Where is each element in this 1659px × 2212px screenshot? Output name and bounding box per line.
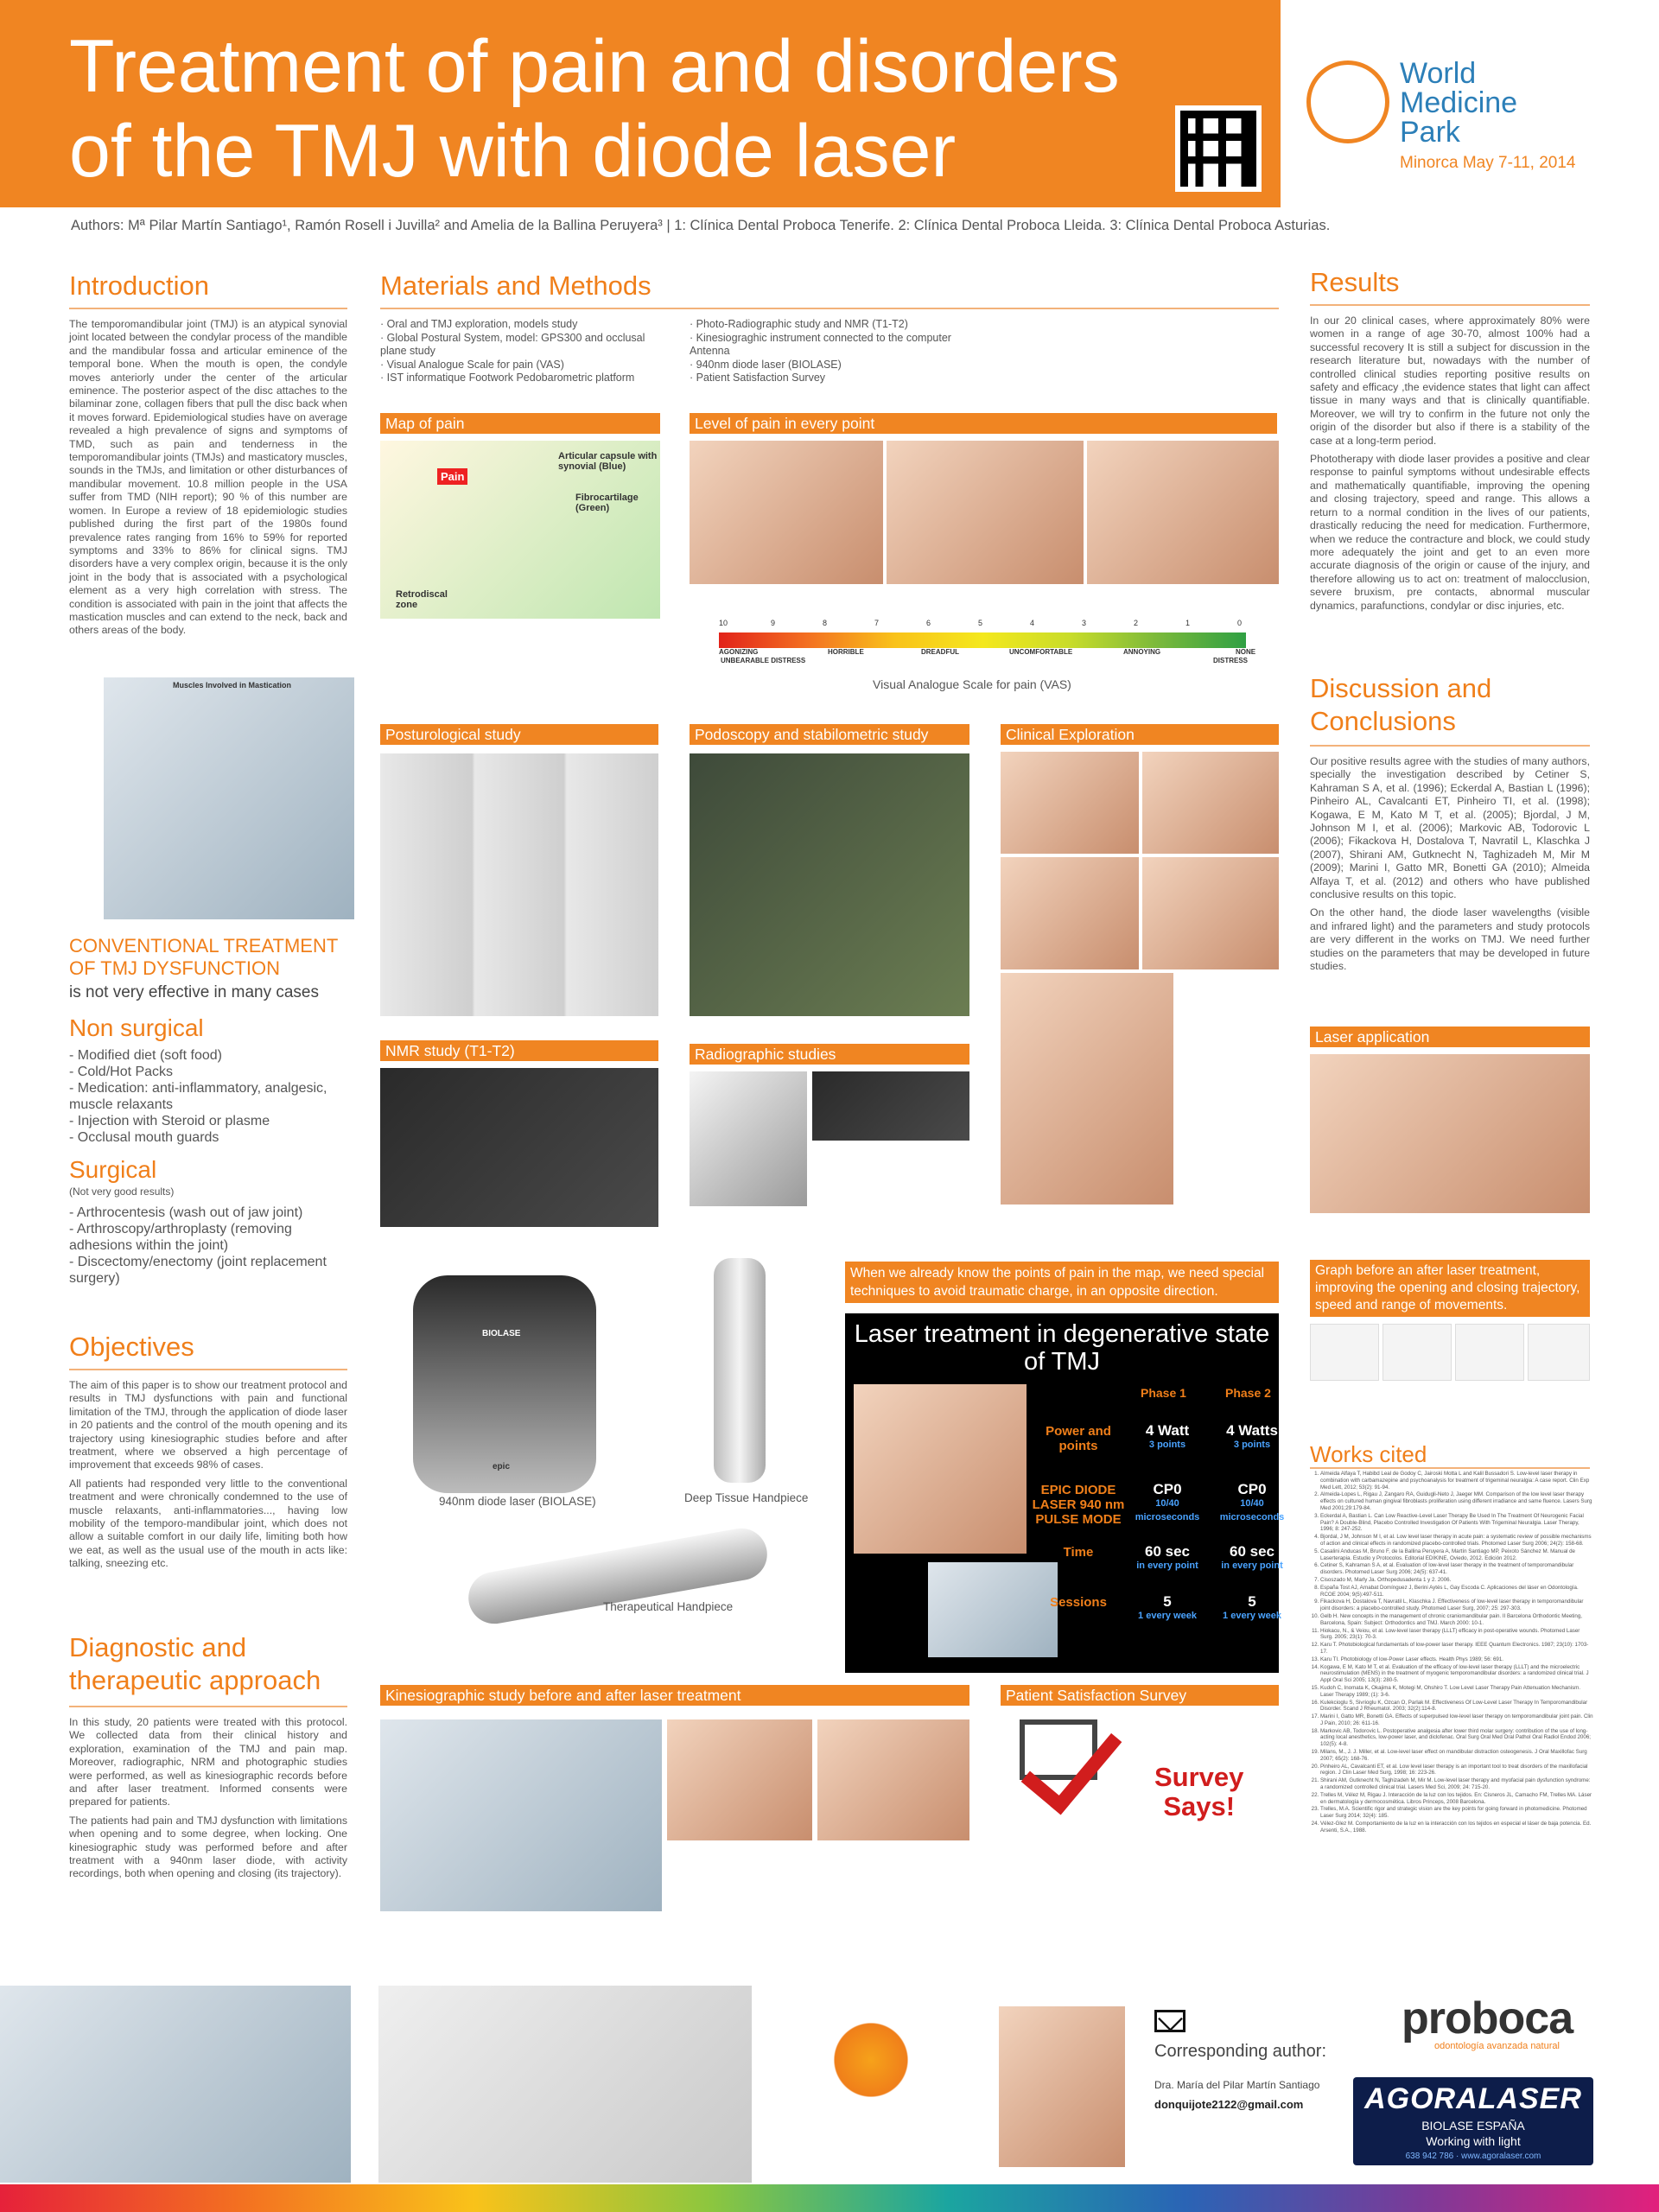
laser-panel-title: Laser treatment in degenerative state of TMJ — [854, 1320, 1270, 1376]
laser-value: CP0 — [1153, 1481, 1182, 1497]
discussion-p1: Our positive results agree with the studies of many authors, specially the investigation described by Cetiner S, Kahraman S A, et al. (1996); Eckerdal A, Bastian L (1996); Pinheiro AL, Cavalcanti ET, Pinheiro TI, et al. (1998); Kogawa, E M, Kato M T, et al. (2005); Bjordal, J M, Johnson M I, et al. (2006); Markovic AB, Todorovic L (2006); Fikackova H, Dostalova T, Navratil L, Klaschka J (2007), Shirani AM, Gutknecht N, Taghizadeh M, Mir M (2009); Marini I, Gatto MR, Bonetti GA (2010); Almeida Alfaya T, et al. (2012) and others who have published conclusive results on this topic. — [1310, 755, 1590, 901]
agoralaser-logo — [1353, 2077, 1593, 2165]
non-surgical-item: - Modified diet (soft food) — [69, 1047, 346, 1064]
deep-caption: Deep Tissue Handpiece — [684, 1491, 809, 1504]
authors-line: Authors: Mª Pilar Martín Santiago¹, Ramón Rosell i Juvilla² and Amelia de la Ballina Peruyera³ | 1: Clínica Dental Proboca Tenerife. 2: Clínica Dental Proboca Lleida. 3: Clínica Dental Proboca Asturias. — [71, 218, 1331, 233]
results-p2: Phototherapy with diode laser provides a positive and clear response to painful symptoms without undesirable effects and mathematically quantifiable, improving the opening and closing trajectory, speed and range. This allows a return to a normal condition in the lives of our patients, drastically reducing the need for medication. Furthermore, when we reduce the contracture and block, we could study more adequately the joint and get to an even more accurate diagnosis of the origin or cause of the injury, and therefore allowing us to act on: treatment of malocclusion, severe bruxism, pre contacts, abnormal muscular dynamics, parafunctions, condylar or disc injuries, etc. — [1310, 453, 1590, 612]
surgical-item: - Arthroscopy/arthroplasty (removing adhesions within the joint) — [69, 1221, 346, 1254]
surgical-note: (Not very good results) — [69, 1185, 175, 1198]
works-cited-list — [1310, 1471, 1593, 1835]
graph-3 — [1455, 1324, 1524, 1381]
diagnostic-p2: The patients had pain and TMJ dysfunction with limitations when opening and to some degree, when locking. One kinesiographic study was performed before and after treatment with a 940nm laser diode, with activity recordings, both when opening and closing (its trajectory). — [69, 1814, 347, 1880]
pain-photo-1 — [690, 441, 883, 584]
works-cited-item: 15. Kudoh C, Inomata K, Okajima K, Motegi M, Ohshiro T. Low Level Laser Therapy Pain Attenuation Mechanism. Laser Therapy 1989; (1): 3-6. — [1320, 1685, 1593, 1699]
vas-number: 5 — [978, 619, 983, 627]
nmr-banner: NMR study (T1-T2) — [380, 1040, 658, 1061]
laser-row-value — [1128, 1595, 1206, 1623]
graph-1 — [1310, 1324, 1379, 1381]
vas-sub-right: DISTRESS — [1213, 657, 1249, 664]
team-photo — [378, 1986, 752, 2183]
non-surgical-item: - Occlusal mouth guards — [69, 1129, 346, 1146]
works-cited-item: 4. Bjordal, J M, Johnson M I, et al. Low level laser therapy in acute pain: a systematic review of possible mechanisms of action and clinical effects in randomized placebo-controlled trials. Photomed Laser Surg 2006; 24(2): 158-68. — [1320, 1534, 1593, 1548]
pain-photo-2 — [887, 441, 1084, 584]
discussion-text — [1310, 755, 1590, 979]
surgical-item: - Arthrocentesis (wash out of jaw joint) — [69, 1205, 346, 1221]
vas-number: 2 — [1134, 619, 1139, 627]
clinical-banner: Clinical Exploration — [1001, 724, 1279, 745]
clinical-photo-1 — [1001, 752, 1139, 854]
map-of-pain-image — [380, 441, 660, 619]
vas-number: 1 — [1185, 619, 1191, 627]
laser-row-value — [1213, 1595, 1291, 1623]
mail-icon — [1154, 2010, 1185, 2032]
materials-item: · Photo-Radiographic study and NMR (T1-T2) — [690, 318, 975, 332]
divider — [69, 308, 347, 309]
muscles-caption: Muscles Involved in Mastication — [173, 681, 292, 690]
map-of-pain-banner: Map of pain — [380, 413, 660, 434]
gecko-icon — [1306, 60, 1389, 143]
vas-number: 4 — [1030, 619, 1035, 627]
laser-value: 5 — [1163, 1593, 1172, 1610]
laser-row-value — [1128, 1424, 1206, 1452]
laser-value: 60 sec — [1145, 1543, 1190, 1560]
deep-tissue-handpiece-image — [714, 1258, 766, 1483]
works-cited-item: 11. Hiokacu, N., & Veiou, et al. Low-level laser therapy (LLLT) efficacy in post-operative wounds. Photomed Laser Surg. 2005; 23(1): 70-3. — [1320, 1628, 1593, 1642]
vas-label: DREADFUL — [921, 648, 959, 656]
vas-caption: Visual Analogue Scale for pain (VAS) — [873, 677, 1071, 691]
materials-item: · Visual Analogue Scale for pain (VAS) — [380, 359, 665, 372]
survey-says — [1154, 1763, 1243, 1821]
vas-number: 3 — [1082, 619, 1087, 627]
proboca-logo: proboca — [1402, 1993, 1573, 2044]
diagnostic-title: Diagnostic and therapeutic approach — [69, 1632, 321, 1695]
materials-list-1 — [380, 318, 665, 385]
agora-contact[interactable]: 638 942 786 · www.agoralaser.com — [1405, 2152, 1541, 2161]
surgical-list — [69, 1205, 346, 1287]
materials-item: · 940nm diode laser (BIOLASE) — [690, 359, 975, 372]
laser-sub-value: 1 every week — [1138, 1611, 1197, 1621]
materials-item: · Oral and TMJ exploration, models study — [380, 318, 665, 332]
laser-value: 4 Watts — [1226, 1422, 1278, 1439]
vas-label: UNCOMFORTABLE — [1009, 648, 1073, 656]
survey-line-1: Survey — [1154, 1762, 1244, 1792]
discussion-p2: On the other hand, the diode laser wavelengths (visible and infrared light) and the parameters and study protocols are very different in the works on TMJ. We need further studies on the parameters that may be developed in future studies. — [1310, 906, 1590, 973]
materials-list-2 — [690, 318, 975, 385]
works-cited-item: 6. Cetiner S, Kahraman S A, et al. Evaluation of low-level laser therapy in the treatment of temporomandibular disorders. Photomed Laser Surg 2006; 24(5): 637-41. — [1320, 1562, 1593, 1576]
agora-title: AGORALASER — [1364, 2082, 1582, 2115]
graph-4 — [1528, 1324, 1590, 1381]
works-cited-item: 23. Trelles, M.A. Scientific rigor and strategic vision are the key points for going forward in photomedicine. Photomed Laser Surg 2014; 32(4): 185. — [1320, 1806, 1593, 1820]
flower-image — [819, 2013, 923, 2169]
clinical-photo-3 — [1001, 857, 1139, 969]
works-cited-item: 12. Karu T. Photobiological fundamentals of low-power laser therapy. IEEE Quantum Electronics. 1987; 23(10): 1703-17. — [1320, 1642, 1593, 1656]
kinesiographic-photo-3 — [817, 1719, 969, 1840]
logo-name: World Medicine Park — [1400, 57, 1518, 149]
kinesiographic-photo-2 — [667, 1719, 812, 1840]
corr-name: Dra. María del Pilar Martín Santiago — [1154, 2079, 1320, 2091]
corresponding-author — [1154, 2010, 1327, 2111]
laser-row-label: Time — [1063, 1545, 1094, 1560]
techniques-banner: When we already know the points of pain in the map, we need special techniques to avoid traumatic charge, in an opposite direction. — [845, 1262, 1279, 1303]
works-cited-item: 14. Kogawa, E M, Kato M T, et al. Evaluation of the efficacy of low-level laser therapy (LLLT) and the microelectric neurostimulation (MENS) in the treatment of myogenic temporomandibular disorders: a randomized clinical trial. J Appl Oral Sci 2005; 13(3): 280-5. — [1320, 1664, 1593, 1684]
header-banner — [0, 0, 1281, 207]
corr-email[interactable]: donquijote2122@gmail.com — [1154, 2098, 1304, 2111]
objectives-p2: All patients had responded very little to the conventional treatment and were chronically condemned to the use of muscle relaxants, anti-inflammatories..., having low mobility of the temporo-mandibular joint, which does not allow a suitable comfort in our daily life, limiting both how we eat, as well as the usual use of the mouth in acts like: talking, sneezing etc. — [69, 1477, 347, 1570]
footer-device-photo — [0, 1986, 351, 2183]
divider — [1310, 745, 1590, 747]
vas-label: HORRIBLE — [828, 648, 864, 656]
fibrocartilage-label: Fibrocartilage (Green) — [575, 493, 639, 513]
laser-sub-value: in every point — [1136, 1560, 1198, 1571]
materials-title: Materials and Methods — [380, 270, 652, 301]
objectives-title: Objectives — [69, 1332, 194, 1362]
xray-panoramic-image — [812, 1071, 969, 1141]
laser-sub-value: 1 every week — [1223, 1611, 1281, 1621]
vas-number: 7 — [874, 619, 880, 627]
logo-date: Minorca May 7-11, 2014 — [1400, 154, 1576, 172]
divider — [69, 1369, 347, 1370]
clinical-photo-2 — [1142, 752, 1279, 854]
results-p1: In our 20 clinical cases, where approximately 80% were women in a range of age 30-70, almost 100% had a successful recovery It is still a subject for discussion in the research literature but, nowadays with the number of controlled clinical studies reporting positive results on safety and efficacy ,the evidence states that light can affect tissue in many ways and that is clinically quantifiable. Moreover, we will try to confirm in the future not only the origin of the disorder but also if there is a stability of the case at a long-term period. — [1310, 315, 1590, 447]
works-cited-item: 13. Karu TI. Photobiology of low-Power Laser effects. Health Phys 1989; 56: 691. — [1320, 1656, 1593, 1663]
vas-sub-left: UNBEARABLE DISTRESS — [721, 657, 806, 664]
clinical-photo-4 — [1142, 857, 1279, 969]
vas-number: 8 — [823, 619, 828, 627]
laser-sub-value: 3 points — [1233, 1440, 1271, 1450]
laser-sub-value: 10/40 microseconds — [1135, 1498, 1200, 1522]
works-cited-item: 3. Eckerdal A, Bastian L. Can Low Reactive-Level Laser Therapy Be Used In The Treatment Of Neurogenic Facial Pain? A Double-Blind, Placebo Controlled Investigation Of Patients With Trigeminal Neuralgia. Laser Therapy, 1996; 8: 247-252. — [1320, 1513, 1593, 1533]
objectives-text — [69, 1379, 347, 1576]
results-text — [1310, 315, 1590, 618]
laser-row-label: Power and points — [1046, 1424, 1111, 1453]
posturological-banner: Posturological study — [380, 724, 658, 745]
materials-item: · Patient Satisfaction Survey — [690, 372, 975, 385]
divider — [380, 308, 1279, 309]
works-cited-item: 16. Kulekcioglu S, Sivrioglu K, Ozcan O, Parlak M. Effectiveness Of Low-Level Laser Therapy In Temporomandibular Disorder. Scand J Rheumatol. 2003; 32(2):114-8. — [1320, 1700, 1593, 1713]
capsule-label: Articular capsule with synovial (Blue) — [558, 451, 658, 472]
non-surgical-item: - Injection with Steroid or plasme — [69, 1113, 346, 1129]
materials-item: · Global Postural System, model: GPS300 and occlusal plane study — [380, 332, 665, 359]
vas-number: 6 — [926, 619, 931, 627]
vas-number: 10 — [719, 619, 728, 627]
non-surgical-item: - Medication: anti-inflammatory, analgesic, muscle relaxants — [69, 1080, 346, 1113]
vas-label: ANNOYING — [1123, 648, 1161, 656]
works-cited-item: 24. Vélez-Glez M. Comportamiento de la luz en la interacción con los tejidos en especial el láser de baja potencia. Ed. Arsenti, S.A., 1988. — [1320, 1821, 1593, 1834]
laser-value: 5 — [1248, 1593, 1256, 1610]
works-cited-item: 7. Cisoszado M, Marly Ja. Orthopedusadenta 1 y 2. 2006. — [1320, 1577, 1593, 1584]
laser-sub-value: 10/40 microseconds — [1219, 1498, 1285, 1522]
works-cited-item: 2. Almeida-Lopes L, Rigau J, Zangaro RA, Guidugli-Neto J, Jaeger MM. Comparison of the low level laser therapy effects on cultured human gingival fibroblasts proliferation using different irradiance and same fluence. Lasers Surg Med 2001;29:179-84. — [1320, 1491, 1593, 1511]
works-cited-item: 18. Markovic AB, Todorovic L. Postoperative analgesia after lower third molar surgery: contribution of the use of long-acting local anesthetics, low-power laser, and diclofenac. Oral Surg Oral Med Oral Pathol Oral Radiol Endod 2006; 102(5): 4-8. — [1320, 1728, 1593, 1748]
agora-sub: BIOLASE ESPAÑA — [1421, 2119, 1525, 2133]
results-title: Results — [1310, 267, 1400, 297]
surgical-item: - Discectomy/enectomy (joint replacement surgery) — [69, 1254, 346, 1287]
laser-value: 4 Watt — [1145, 1422, 1190, 1439]
objectives-p1: The aim of this paper is to show our treatment protocol and results in TMJ dysfunctions with pain and functional limitation of the TMJ, through the application of diode laser in 20 patients and the control of the mouth opening and its trajectory using kinesiographic studies before and after treatment, where we observed a high percentage of improvement that exceeds 98% of cases. — [69, 1379, 347, 1471]
rainbow-strip — [0, 2184, 1659, 2212]
works-cited-item: 21. Shirani AM, Gutknecht N, Taghizadeh M, Mir M. Low-level laser therapy and myofacial pain dysfunction syndrome: a randomized controlled clinical trial. Lasers Med Sci, 2009; 24: 715-20. — [1320, 1777, 1593, 1791]
thera-caption: Therapeutical Handpiece — [603, 1600, 734, 1613]
materials-item: · IST informatique Footwork Pedobarometric platform — [380, 372, 665, 385]
qr-code[interactable] — [1175, 105, 1262, 192]
laser-row-value — [1128, 1483, 1206, 1524]
patient-photo — [854, 1384, 1027, 1554]
works-cited-item: 8. España Tost AJ, Arnabat Domínguez J, Berini Aytés L, Gay Escoda C. Aplicaciones del láser en Odontología. RCOE 2004; 9(5):497-511. — [1320, 1585, 1593, 1599]
conventional-title: CONVENTIONAL TREATMENT OF TMJ DYSFUNCTION — [69, 935, 338, 979]
corr-label: Corresponding author: — [1154, 2042, 1327, 2061]
works-cited-item: 10. Gelb H. New concepts in the management of chronic craniomandibular pain. II Barcelona Orthodontic Meeting, Barcelona, Spain: Subject: Orthodontics and TMJ. March 2000: 10-1. — [1320, 1613, 1593, 1627]
graph-banner: Graph before an after laser treatment, improving the opening and closing trajectory, speed and range of movements. — [1310, 1260, 1590, 1317]
biolase-device-image — [413, 1275, 596, 1493]
introduction-title: Introduction — [69, 270, 209, 301]
laser-caption: 940nm diode laser (BIOLASE) — [439, 1495, 596, 1508]
laser-value: 60 sec — [1230, 1543, 1274, 1560]
posturological-image — [380, 753, 658, 1016]
works-cited-item: 22. Trelles M, Vélez M, Rigau J. Interacción de la luz con los tejidos. En: Cisneros JL, Camacho FM, Trelles MA. Láser en dermatología y dermocosmética. Libros Princeps, 2008 Barcelona. — [1320, 1792, 1593, 1806]
laser-application-photo — [1310, 1054, 1590, 1213]
vas-number: 9 — [771, 619, 776, 627]
works-cited-item: 17. Marini I, Gatto MR, Bonetti GA. Effects of superpulsed low-level laser therapy on temporomandibular joint pain. Clin J Pain, 2010; 26: 611-16. — [1320, 1713, 1593, 1727]
laser-row-value — [1213, 1424, 1291, 1452]
works-cited-title: Works cited — [1310, 1441, 1427, 1467]
non-surgical-title: Non surgical — [69, 1014, 204, 1041]
introduction-text: The temporomandibular joint (TMJ) is an atypical synovial joint located between the condylar process of the mandible and the mandibular fossa and articular eminence of the temporal bone. When the mouth is open, the condyle moves anteriorly under the center of the articular eminence. The posterior aspect of the disc attaches to the bilaminar zone, collagen fibers that pull the disc back when it moves forward. Epidemiological studies have on average revealed a high prevalence of signs and symptoms of TMD, such as pain and tenderness in the temporomandibular joints (TMJs) and masticatory muscles, sounds in the TMJs, and limitation or other disturbances of mandibular movement. 10.8 million people in the USA suffer from TMD (NIH report); 90 % of this number are women. In Europe a review of 18 epidemiologic studies published during the first part of the 1980s found prevalence rates ranging from 16% to 59% for reported symptoms and 33% to 86% for clinical signs. TMJ disorders have a very complex origin, because it is the only joint in the body that is associated with a psychological element as a very high correlation with stress. The condition is associated with pain in the joint that affects the mastication muscles and can extend to the neck, back and others areas of the body. — [69, 318, 347, 637]
pain-photo-3 — [1087, 441, 1279, 584]
level-of-pain-banner: Level of pain in every point — [690, 413, 1277, 434]
conventional-subtitle: is not very effective in many cases — [69, 983, 319, 1001]
kinesiographic-banner: Kinesiographic study before and after laser treatment — [380, 1685, 969, 1706]
works-cited-item: 20. Pinheiro AL, Cavalcanti ET, et al. Low level laser therapy is an important tool to treat disorders of the maxillofacial region. J Clin Laser Med Surg, 1998; 16: 223-26. — [1320, 1764, 1593, 1777]
laser-sub-value: 3 points — [1148, 1440, 1186, 1450]
vas-label: AGONIZING — [719, 648, 759, 656]
proboca-sub: odontología avanzada natural — [1434, 2041, 1560, 2051]
discussion-title: Discussion and Conclusions — [1310, 673, 1492, 736]
laser-row-value — [1213, 1545, 1291, 1573]
laser-row-label: Sessions — [1050, 1595, 1107, 1610]
pain-label: Pain — [437, 468, 467, 485]
vas-number: 0 — [1237, 619, 1243, 627]
poster-title: Treatment of pain and disorders of the TMJ with diode laser — [69, 25, 1120, 193]
divider — [1310, 1467, 1590, 1469]
muscles-image — [104, 677, 354, 919]
satisfaction-banner: Patient Satisfaction Survey — [1001, 1685, 1279, 1706]
laser-screen-photo — [928, 1562, 1058, 1657]
laser-row-value — [1128, 1545, 1206, 1573]
laser-row-label: EPIC DIODE LASER 940 nm PULSE MODE — [1032, 1483, 1125, 1527]
non-surgical-list — [69, 1047, 346, 1146]
works-cited-item: 19. Milans, M., J. J. Miller, et al. Low-level laser effect on mandibular distraction osteogenesis. J Oral Maxillofac Surg 2007; 65(2): 168-76. — [1320, 1749, 1593, 1763]
works-cited-item: 1. Almeida Alfaya T, Habibd Leal de Godoy C, Jairoski Motta L and Kalil Bussadori S. Low-level laser therapy in combination with carbamazepine and psychoanalysis for treatment of trigeminal neuralgia: A case report. Clin Exp Med Lett, 2012; 53(2): 91-94. — [1320, 1471, 1593, 1491]
graph-2 — [1382, 1324, 1452, 1381]
nmr-image — [380, 1068, 658, 1227]
kinesiographic-photo-1 — [380, 1719, 662, 1911]
materials-item: · Kinesiograghic instrument connected to the computer Antenna — [690, 332, 975, 359]
non-surgical-item: - Cold/Hot Packs — [69, 1064, 346, 1080]
clinical-photo-5 — [1001, 973, 1173, 1205]
diagnostic-text — [69, 1716, 347, 1886]
laser-row-value — [1213, 1483, 1291, 1524]
laser-value: CP0 — [1237, 1481, 1267, 1497]
device-brand: BIOLASE — [482, 1329, 521, 1338]
world-medicine-park-logo — [1306, 54, 1635, 183]
works-cited-item: 9. Fikackova H, Dostalova T, Navratil L, Klaschka J. Effectiveness of low-level laser therapy in temporomandibular joint disorders: a placebo-controlled study. Photomed Laser Surg, 2007; 25: 297-303. — [1320, 1599, 1593, 1612]
podoscopy-image — [690, 753, 969, 1016]
radiographic-banner: Radiographic studies — [690, 1044, 969, 1065]
phase-2-label: Phase 2 — [1225, 1386, 1271, 1400]
agora-tag: Working with light — [1426, 2134, 1521, 2148]
works-cited-item: 5. Casalini Anducas M, Bruno F, de la Ballina Peruyera A, Martín Santiago MP, Peixoto Sánchez M. Manual de Laserterapia. Estudio y Protocolos. Editorial EDIKINE, Oviedo, 2012. Edición 2012. — [1320, 1548, 1593, 1562]
retrodiscal-label: Retrodiscal zone — [396, 589, 448, 610]
vas-color-bar — [719, 632, 1246, 648]
survey-line-2: Says! — [1163, 1791, 1236, 1821]
vas-label: NONE — [1236, 648, 1256, 656]
laser-sub-value: in every point — [1221, 1560, 1283, 1571]
surgical-title: Surgical — [69, 1156, 157, 1183]
podoscopy-banner: Podoscopy and stabilometric study — [690, 724, 969, 745]
divider — [1310, 304, 1590, 306]
xray-lateral-image — [690, 1071, 807, 1206]
author-photo — [999, 2006, 1125, 2167]
diagnostic-p1: In this study, 20 patients were treated with this protocol. We collected data from their clinical history and exploration, examination of the TMJ and pain map. Moreover, radiographic, NRM and photographic studies were performed, as well as kinesiographic records before and after laser treatment. Informed consents were prepared for patients. — [69, 1716, 347, 1808]
device-model: epic — [493, 1462, 511, 1471]
phase-1-label: Phase 1 — [1141, 1386, 1186, 1400]
laser-treatment-panel — [845, 1313, 1285, 1673]
laser-application-banner: Laser application — [1310, 1027, 1590, 1047]
divider — [69, 1706, 347, 1707]
